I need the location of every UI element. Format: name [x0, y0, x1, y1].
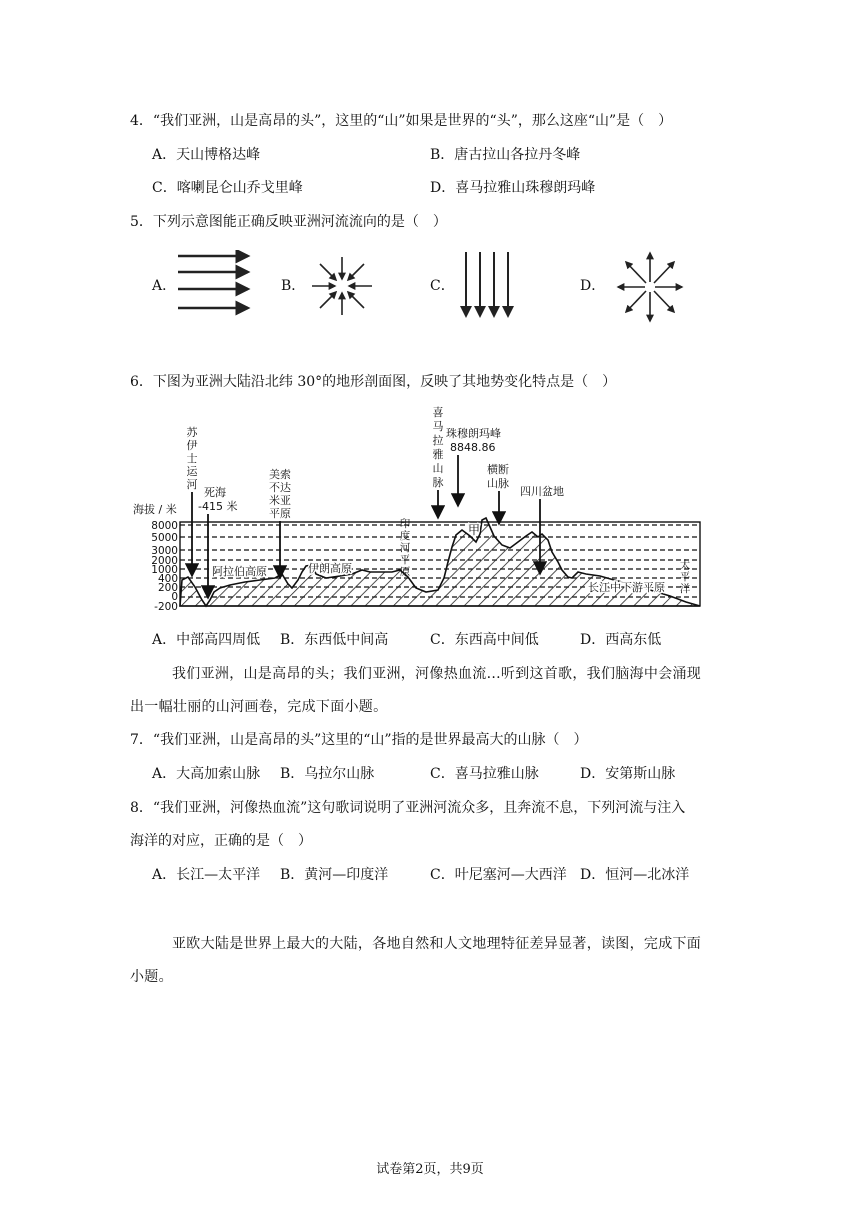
- label-dead-sea-depth: -415 米: [198, 500, 238, 513]
- label-himalaya-char-1: 喜: [432, 406, 444, 419]
- y-tick-5000: 5000: [151, 532, 178, 544]
- label-pacific-char-2: 平: [679, 571, 691, 583]
- label-yangtze-plain: 长江中下游平原: [588, 581, 665, 594]
- label-hengduan-line-2: 山脉: [487, 477, 509, 490]
- page-footer: 试卷第2页，共9页: [376, 1162, 484, 1177]
- q8-option-a[interactable]: A．长江—太平洋: [152, 867, 261, 883]
- label-meso-line-3: 米亚: [269, 494, 291, 507]
- label-mesopotamia: [269, 467, 291, 520]
- q7-stem: 7．“我们亚洲，山是高昂的头”这里的“山”指的是世界最高大的山脉（ ）: [130, 732, 588, 748]
- label-iranian-plateau: 伊朗高原: [308, 562, 352, 575]
- label-indus-char-5: 原: [399, 566, 411, 578]
- label-indus-char-4: 平: [399, 554, 411, 566]
- q5-option-d-diagram[interactable]: [615, 250, 685, 324]
- label-pacific-char-3: 洋: [679, 583, 691, 595]
- label-suez-char-2: 伊: [186, 439, 198, 452]
- q5-option-c-diagram[interactable]: [458, 250, 518, 322]
- y-tick-minus200: -200: [154, 601, 178, 613]
- label-himalaya-char-6: 脉: [432, 476, 444, 489]
- label-hengduan-line-1: 横断: [487, 463, 509, 476]
- q8-option-d[interactable]: D．恒河—北冰洋: [580, 867, 690, 883]
- label-meso-line-1: 美索: [269, 468, 291, 481]
- q6-option-c[interactable]: C．东西高中间低: [430, 632, 539, 648]
- q8-stem-line-1: 8．“我们亚洲，河像热血流”这句歌词说明了亚洲河流众多，且奔流不息，下列河流与注入: [130, 800, 686, 816]
- label-everest-height: 8848.86: [450, 441, 496, 454]
- q5-option-a-diagram[interactable]: [176, 250, 256, 320]
- label-himalaya-char-3: 拉: [432, 434, 444, 447]
- passage-eurasia-line-2: 小题。: [130, 969, 173, 985]
- q5-option-b-label[interactable]: B．: [281, 278, 306, 294]
- y-tick-0: 0: [171, 591, 178, 603]
- y-tick-3000: 3000: [151, 545, 178, 557]
- label-himalaya-char-4: 雅: [432, 448, 444, 461]
- label-suez-char-5: 河: [186, 478, 198, 491]
- q4-option-d[interactable]: D．喜马拉雅山珠穆朗玛峰: [430, 180, 596, 196]
- label-indus-char-2: 度: [399, 530, 411, 542]
- label-sichuan-basin: 四川盆地: [520, 485, 564, 498]
- label-suez-char-3: 士: [186, 452, 198, 465]
- terrain-profile-figure: [130, 402, 710, 620]
- y-axis-title: 海拔 / 米: [133, 503, 177, 516]
- q4-option-b[interactable]: B．唐古拉山各拉丹冬峰: [430, 147, 581, 163]
- label-meso-line-4: 平原: [269, 507, 291, 520]
- label-arabian-plateau: 阿拉伯高原: [212, 565, 267, 578]
- passage-eurasia-line-1: 亚欧大陆是世界上最大的大陆，各地自然和人文地理特征差异显著，读图，完成下面: [172, 936, 702, 952]
- q6-option-d[interactable]: D．西高东低: [580, 632, 662, 648]
- label-indus-plain: [400, 517, 411, 578]
- y-tick-1000: 1000: [151, 564, 178, 576]
- passage-intro-line-2: 出一幅壮丽的山河画卷，完成下面小题。: [130, 699, 388, 715]
- y-tick-8000: 8000: [151, 520, 178, 532]
- y-tick-200: 200: [157, 582, 178, 594]
- q5-option-b-diagram[interactable]: [310, 255, 374, 317]
- label-dead-sea: 死海: [204, 486, 226, 499]
- label-himalaya-char-5: 山: [432, 462, 444, 475]
- passage-intro-line-1: 我们亚洲，山是高昂的头；我们亚洲，河像热血流...听到这首歌，我们脑海中会涌现: [172, 666, 702, 682]
- q8-option-b[interactable]: B．黄河—印度洋: [280, 867, 389, 883]
- q6-option-a[interactable]: A．中部高四周低: [152, 632, 261, 648]
- q5-option-c-label[interactable]: C．: [430, 278, 455, 294]
- label-himalaya-char-2: 马: [432, 420, 444, 433]
- q8-option-c[interactable]: C．叶尼塞河—大西洋: [430, 867, 567, 883]
- q4-stem: 4．“我们亚洲，山是高昂的头”，这里的“山”如果是世界的“头”，那么这座“山”是（ ）: [130, 113, 673, 129]
- label-indus-char-3: 河: [399, 542, 411, 554]
- label-himalaya: [433, 405, 444, 489]
- q7-option-c[interactable]: C．喜马拉雅山脉: [430, 766, 539, 782]
- q6-stem: 6．下图为亚洲大陆沿北纬 30°的地形剖面图，反映了其地势变化特点是（ ）: [130, 374, 617, 390]
- label-suez-canal: [187, 425, 199, 491]
- label-indus-char-1: 印: [399, 518, 411, 530]
- q7-option-a[interactable]: A．大高加索山脉: [152, 766, 261, 782]
- q5-stem: 5．下列示意图能正确反映亚洲河流流向的是（ ）: [130, 214, 447, 230]
- label-jia: 甲: [468, 523, 481, 537]
- q6-option-b[interactable]: B．东西低中间高: [280, 632, 389, 648]
- q4-option-a[interactable]: A．天山博格达峰: [152, 147, 261, 163]
- q5-option-a-label[interactable]: A．: [152, 278, 177, 294]
- label-meso-line-2: 不达: [269, 481, 291, 494]
- y-tick-2000: 2000: [151, 555, 178, 567]
- label-everest: 珠穆朗玛峰: [446, 427, 501, 440]
- y-tick-400: 400: [157, 573, 178, 585]
- q7-option-d[interactable]: D．安第斯山脉: [580, 766, 676, 782]
- label-pacific: [680, 558, 691, 595]
- q8-stem-line-2: 海洋的对应，正确的是（ ）: [130, 833, 312, 849]
- label-pacific-char-1: 太: [679, 559, 691, 571]
- q4-option-c[interactable]: C．喀喇昆仑山乔戈里峰: [152, 180, 303, 196]
- label-suez-char-1: 苏: [186, 426, 198, 439]
- q7-option-b[interactable]: B．乌拉尔山脉: [280, 766, 375, 782]
- q5-option-d-label[interactable]: D．: [580, 278, 606, 294]
- label-suez-char-4: 运: [186, 465, 198, 478]
